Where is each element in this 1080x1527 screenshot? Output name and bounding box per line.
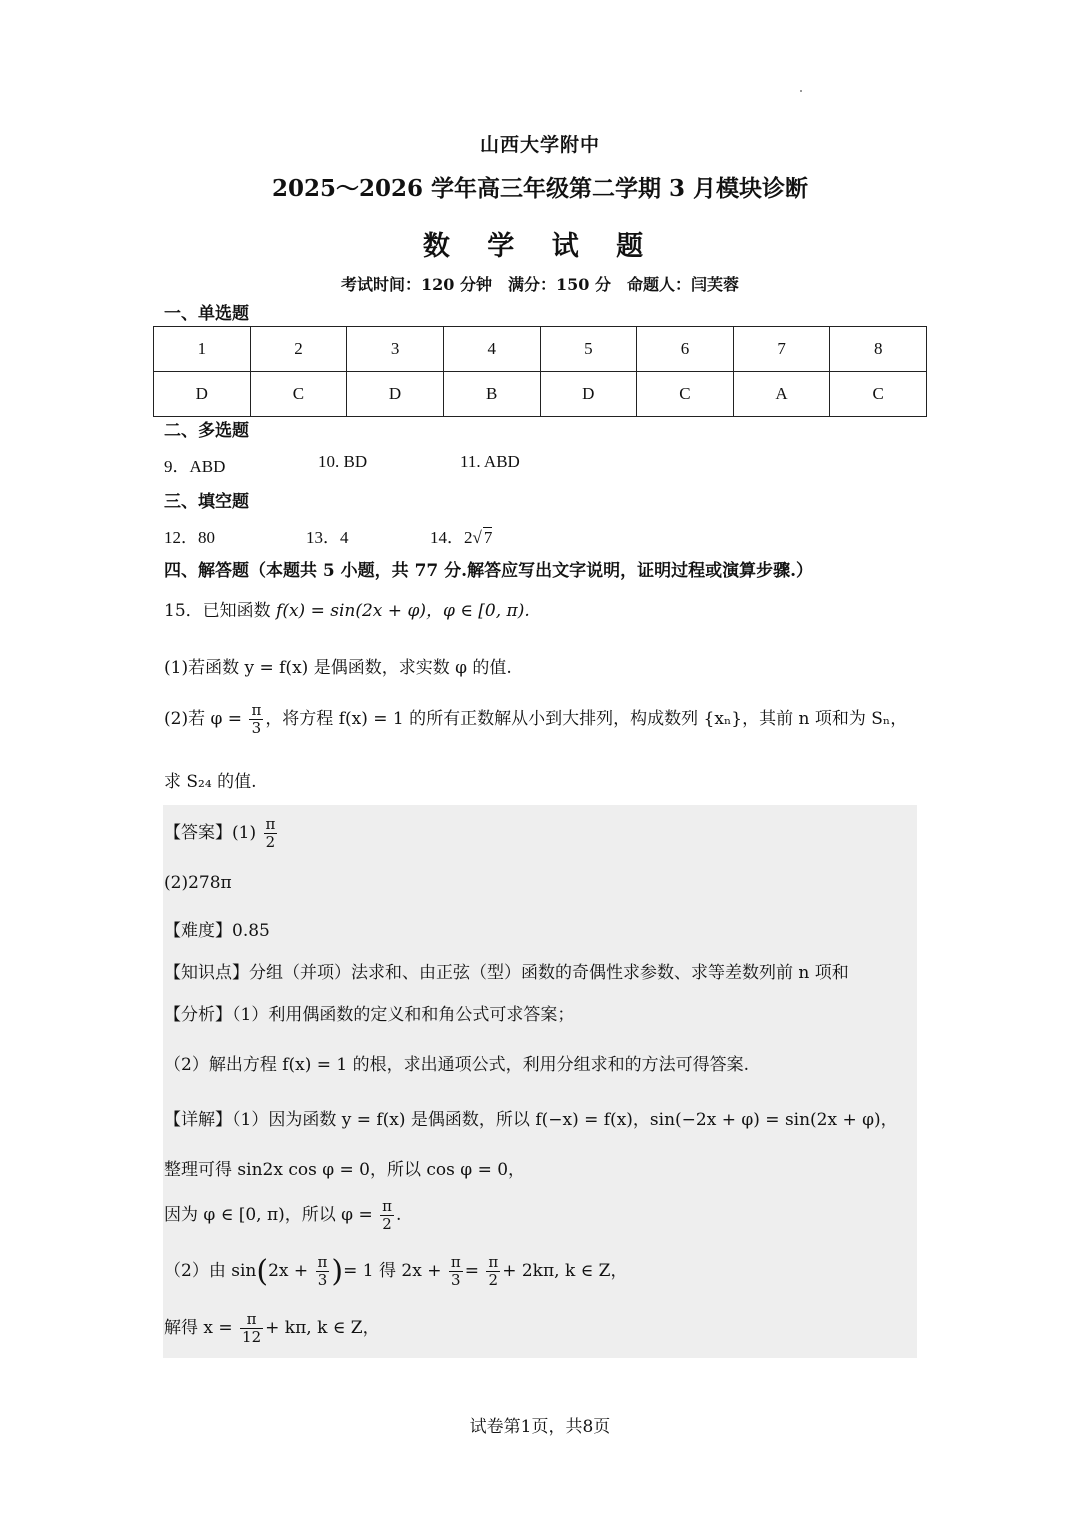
q15-part2-prefix: (2)若 φ = <box>164 709 243 729</box>
table-cell: C <box>250 372 347 417</box>
table-cell: 7 <box>733 327 830 372</box>
detail-5 <box>164 1311 380 1346</box>
detail-2: 整理可得 sin2x cos φ = 0，所以 cos φ = 0， <box>164 1160 526 1180</box>
numerator: π <box>240 1311 263 1329</box>
table-cell: C <box>637 372 734 417</box>
detail-3: 因为 φ ∈ [0, π)，所以 φ = $\frac{\pi}{2}$ . <box>164 1197 402 1233</box>
table-cell: D <box>154 372 251 417</box>
table-row <box>154 372 927 417</box>
detail-5-suffix: + kπ, k ∈ Z， <box>265 1318 380 1338</box>
difficulty: 【难度】0.85 <box>164 921 270 941</box>
numerator: π <box>251 701 262 719</box>
detail-4-suffix: + 2kπ, k ∈ Z， <box>502 1261 628 1281</box>
denominator: 2 <box>382 1215 392 1233</box>
q15-stem-formula: f(x) = sin(2x + φ)，φ ∈ [0, π). <box>276 601 530 621</box>
numerator: π <box>382 1197 392 1215</box>
fraction <box>486 1254 500 1289</box>
table-cell: 3 <box>347 327 444 372</box>
exam-term: 2025～2026 学年高三年级第二学期 3 月模块诊断 <box>271 175 809 202</box>
multi-answer-9: 9．ABD <box>164 457 226 476</box>
denominator: 12 <box>242 1328 262 1346</box>
fill-answer-14-root: 7 <box>483 528 493 547</box>
fraction <box>240 1311 263 1346</box>
q15-stem-prefix: 15．已知函数 <box>164 601 271 621</box>
denominator: 2 <box>488 1271 499 1289</box>
table-cell: A <box>733 372 830 417</box>
denominator: 3 <box>317 1271 328 1289</box>
knowledge-points: 【知识点】分组（并项）法求和、由正弦（型）函数的奇偶性求参数、求等差数列前 n 项和 <box>164 963 849 983</box>
speck <box>800 90 802 92</box>
school-name: 山西大学附中 <box>479 134 600 156</box>
exam-meta: 考试时间：120 分钟 满分：150 分 命题人：闫芙蓉 <box>341 275 739 294</box>
fraction <box>380 1198 394 1233</box>
section-single-choice-title: 一、单选题 <box>164 304 249 324</box>
table-cell: 6 <box>637 327 734 372</box>
q15-stem <box>164 596 530 621</box>
fraction <box>316 1254 330 1289</box>
table-cell: 8 <box>830 327 927 372</box>
fraction <box>449 1254 463 1289</box>
detail-4: （2）由 sin(2x + $\frac{\pi}{3}$ )= 1 得 2x + $\frac{\pi}{3}$ = $\frac{\pi}{2}$ + 2kπ, k ∈ Z， <box>164 1253 628 1289</box>
denominator: 3 <box>251 719 262 737</box>
table-cell: C <box>830 372 927 417</box>
answer-label: 【答案】(1) <box>164 823 257 843</box>
section-solution-title: 四、解答题（本题共 5 小题，共 77 分.解答应写出文字说明，证明过程或演算步骤.） <box>164 561 813 581</box>
numerator: π <box>317 1253 328 1271</box>
denominator: 2 <box>265 833 276 851</box>
answer-part2: (2)278π <box>164 873 232 893</box>
section-fill-blank-title: 三、填空题 <box>164 492 249 512</box>
analysis-2: （2）解出方程 f(x) = 1 的根，求出通项公式，利用分组求和的方法可得答案. <box>164 1055 750 1075</box>
table-cell: 2 <box>250 327 347 372</box>
numerator: π <box>488 1253 499 1271</box>
answer-line <box>164 816 279 851</box>
fraction <box>264 816 278 851</box>
detail-1: 【详解】（1）因为函数 y = f(x) 是偶函数，所以 f(−x) = f(x)，sin(−2x + φ) = sin(2x + φ)， <box>164 1110 898 1130</box>
fraction <box>249 702 263 737</box>
fill-answer-14-label: 14． <box>430 528 464 547</box>
fill-answer-14-coef: 2 <box>464 528 473 547</box>
detail-4-mid: = 1 得 2x + <box>343 1261 442 1281</box>
fill-answer-13: 13．4 <box>306 528 349 547</box>
q15-part1: (1)若函数 y = f(x) 是偶函数，求实数 φ 的值. <box>164 658 512 678</box>
q15-part2-cont: 求 S₂₄ 的值. <box>164 772 257 792</box>
detail-5-prefix: 解得 x = <box>164 1318 233 1338</box>
analysis-1: 【分析】（1）利用偶函数的定义和和角公式可求答案； <box>164 1005 575 1025</box>
answer-table <box>153 326 927 417</box>
table-cell: D <box>347 372 444 417</box>
table-cell: 4 <box>443 327 540 372</box>
table-cell: D <box>540 372 637 417</box>
q15-part2 <box>164 702 907 737</box>
multi-answer-11: 11. ABD <box>460 452 520 471</box>
numerator: π <box>265 815 276 833</box>
section-multi-choice-title: 二、多选题 <box>164 421 249 441</box>
table-row <box>154 327 927 372</box>
table-cell: 5 <box>540 327 637 372</box>
q15-part2-text: ，将方程 f(x) = 1 的所有正数解从小到大排列，构成数列 {xₙ}，其前 n 项和为 Sₙ， <box>265 709 908 729</box>
detail-4-inner: 2x + <box>268 1261 309 1281</box>
table-cell: B <box>443 372 540 417</box>
page-title: 数 学 试 题 <box>422 231 658 262</box>
page-footer: 试卷第1页，共8页 <box>469 1417 611 1437</box>
fill-answer-12: 12．80 <box>164 528 215 547</box>
multi-answer-10: 10. BD <box>318 452 368 471</box>
detail-3-text: 因为 φ ∈ [0, π)，所以 φ = <box>164 1205 373 1225</box>
table-cell: 1 <box>154 327 251 372</box>
denominator: 3 <box>451 1271 461 1289</box>
numerator: π <box>450 1253 461 1271</box>
detail-4-eq: = <box>464 1261 479 1281</box>
fill-answer-14: 14．2√ 7 <box>430 528 493 547</box>
detail-4-prefix: （2）由 sin <box>164 1261 257 1281</box>
